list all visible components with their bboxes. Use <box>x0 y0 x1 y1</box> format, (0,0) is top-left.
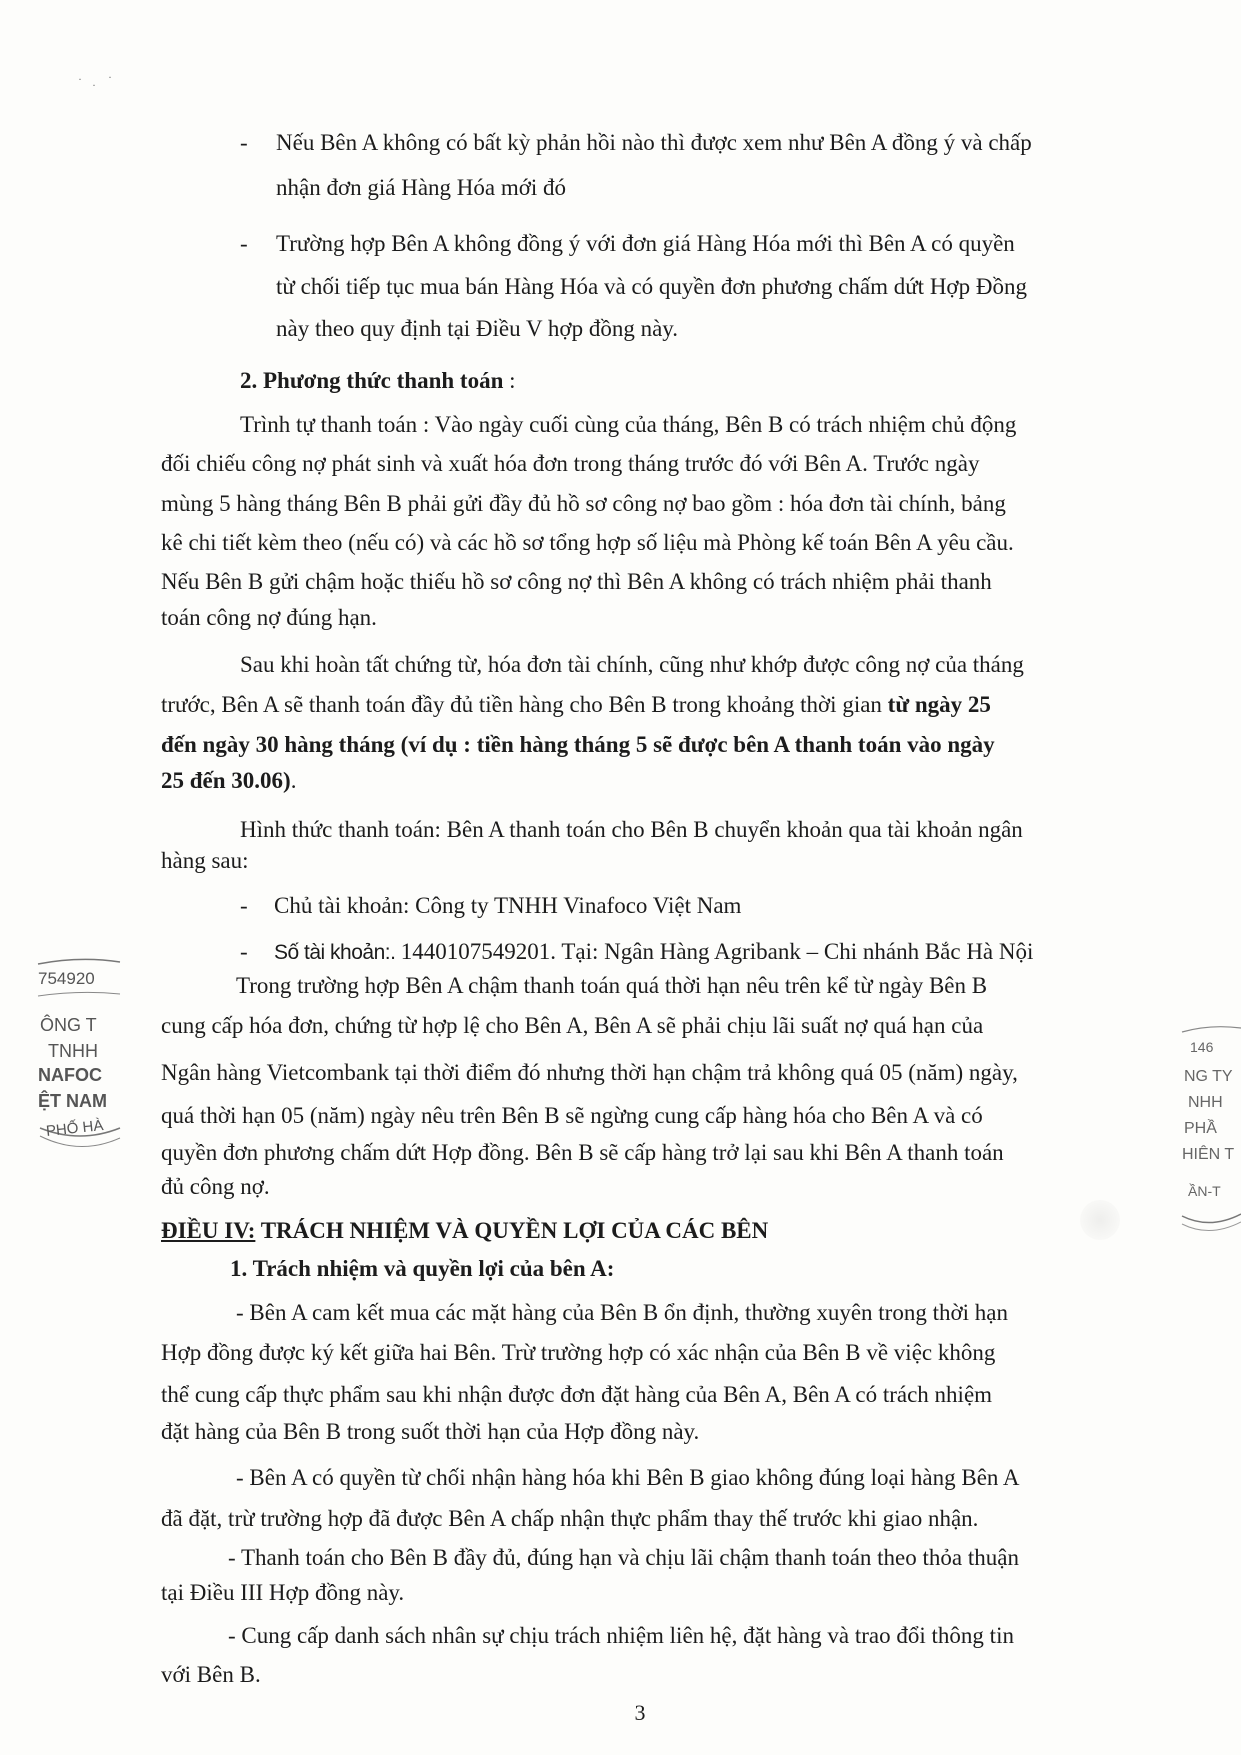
text-line: hàng sau: <box>161 848 249 873</box>
bullet-dash: - <box>240 231 248 256</box>
account-holder: Chủ tài khoản: Công ty TNHH Vinafoco Việt Nam <box>274 893 742 918</box>
seal-stamp-right <box>1180 1020 1241 1240</box>
text-line: toán công nợ đúng hạn. <box>161 605 377 630</box>
seal-stamp-left <box>34 958 126 1163</box>
article-title: TRÁCH NHIỆM VÀ QUYỀN LỢI CỦA CÁC BÊN <box>255 1218 769 1243</box>
text-line: thể cung cấp thực phẩm sau khi nhận được đơn đặt hàng của Bên A, Bên A có trách nhiệm <box>161 1382 993 1407</box>
text-line: - Cung cấp danh sách nhân sự chịu trách nhiệm liên hệ, đặt hàng và trao đổi thông tin <box>228 1623 1014 1648</box>
account-number-value: 1440107549201. Tại: Ngân Hàng Agribank – Chi nhánh Bắc Hà Nội <box>400 939 1034 964</box>
seal-text: PHỐ HÀ <box>45 1117 105 1140</box>
account-number-label: Số tài khoản:. <box>274 941 401 964</box>
text-line: Trong trường hợp Bên A chậm thanh toán quá thời hạn nêu trên kể từ ngày Bên B <box>236 973 988 998</box>
text-line-bold: đến ngày 30 hàng tháng (ví dụ : tiền hàng tháng 5 sẽ được bên A thanh toán vào ngày <box>161 732 995 757</box>
text-line <box>161 690 991 720</box>
article-heading <box>161 1216 768 1246</box>
text-line: Sau khi hoàn tất chứng từ, hóa đơn tài chính, cũng như khớp được công nợ của tháng <box>240 652 1024 677</box>
text-line: Hợp đồng được ký kết giữa hai Bên. Trừ trường hợp có xác nhận của Bên B về việc không <box>161 1340 996 1365</box>
seal-text: NG TY <box>1184 1068 1233 1085</box>
seal-text: 754920 <box>38 969 95 988</box>
text-run: trước, Bên A sẽ thanh toán đầy đủ tiền hàng cho Bên B trong khoảng thời gian <box>161 692 888 717</box>
bullet-dash: - <box>240 939 248 964</box>
scan-speck: · <box>78 72 82 86</box>
seal-text: NHH <box>1188 1094 1223 1111</box>
text-line: từ chối tiếp tục mua bán Hàng Hóa và có quyền đơn phương chấm dứt Hợp Đồng <box>276 274 1027 299</box>
text-line: cung cấp hóa đơn, chứng từ hợp lệ cho Bên A, Bên A sẽ phải chịu lãi suất nợ quá hạn của <box>161 1013 984 1038</box>
page-number: 3 <box>634 1700 646 1725</box>
bullet-dash: - <box>240 893 248 918</box>
subsection-heading: 1. Trách nhiệm và quyền lợi của bên A: <box>230 1256 615 1281</box>
text-line: nhận đơn giá Hàng Hóa mới đó <box>276 175 567 200</box>
text-line: - Bên A cam kết mua các mặt hàng của Bên B ổn định, thường xuyên trong thời hạn <box>236 1300 1008 1325</box>
text-line: quá thời hạn 05 (năm) ngày nêu trên Bên B sẽ ngừng cung cấp hàng hóa cho Bên A và có <box>161 1103 983 1128</box>
text-line: với Bên B. <box>161 1662 261 1687</box>
scan-speck: · <box>108 70 112 84</box>
text-line: đối chiếu công nợ phát sinh và xuất hóa đơn trong tháng trước đó với Bên A. Trước ngày <box>161 451 980 476</box>
text-line: kê chi tiết kèm theo (nếu có) và các hồ sơ tổng hợp số liệu mà Phòng kế toán Bên A yêu cầu. <box>161 530 1014 555</box>
seal-text: ÔNG T <box>40 1015 97 1035</box>
text-line: Hình thức thanh toán: Bên A thanh toán cho Bên B chuyển khoản qua tài khoản ngân <box>240 817 1023 842</box>
text-line <box>161 766 296 796</box>
text-line: đặt hàng của Bên B trong suốt thời hạn của Hợp đồng này. <box>161 1419 700 1444</box>
text-line: quyền đơn phương chấm dứt Hợp đồng. Bên B sẽ cấp hàng trở lại sau khi Bên A thanh toán <box>161 1140 1004 1165</box>
text-run-bold: từ ngày 25 <box>887 692 991 717</box>
seal-text: NAFOC <box>38 1065 102 1085</box>
scan-speck: · <box>92 78 96 92</box>
seal-text: 146 <box>1190 1039 1214 1055</box>
text-run: . <box>290 768 297 793</box>
text-run-bold: 25 đến 30.06) <box>161 768 291 793</box>
text-line: Trường hợp Bên A không đồng ý với đơn giá Hàng Hóa mới thì Bên A có quyền <box>276 231 1015 256</box>
section-heading-text: 2. Phương thức thanh toán <box>240 368 504 393</box>
text-line: Nếu Bên A không có bất kỳ phản hồi nào thì được xem như Bên A đồng ý và chấp <box>276 130 1032 155</box>
text-line: - Thanh toán cho Bên B đầy đủ, đúng hạn và chịu lãi chậm thanh toán theo thỏa thuận <box>228 1545 1019 1570</box>
bullet-dash: - <box>240 130 248 155</box>
scan-smudge <box>1080 1200 1120 1240</box>
text-line: này theo quy định tại Điều V hợp đồng này. <box>276 316 679 341</box>
text-line: - Bên A có quyền từ chối nhận hàng hóa khi Bên B giao không đúng loại hàng Bên A <box>236 1465 1020 1490</box>
text-line: mùng 5 hàng tháng Bên B phải gửi đầy đủ hồ sơ công nợ bao gồm : hóa đơn tài chính, bảng <box>161 491 1006 516</box>
section-heading-tail: : <box>503 368 516 393</box>
seal-text: HIÊN T <box>1182 1146 1235 1163</box>
seal-text: TNHH <box>48 1041 98 1061</box>
section-heading <box>240 366 516 396</box>
text-line: đã đặt, trừ trường hợp đã được Bên A chấp nhận thực phẩm thay thế trước khi giao nhận. <box>161 1506 979 1531</box>
text-line: Ngân hàng Vietcombank tại thời điểm đó nhưng thời hạn chậm trả không quá 05 (năm) ngày, <box>161 1060 1018 1085</box>
text-line: đủ công nợ. <box>161 1174 270 1199</box>
text-line: tại Điều III Hợp đồng này. <box>161 1580 405 1605</box>
seal-text: PHẦ <box>1184 1120 1217 1137</box>
seal-text: ẦN-T <box>1188 1183 1221 1199</box>
seal-text: ỆT NAM <box>38 1091 107 1111</box>
text-line: Nếu Bên B gửi chậm hoặc thiếu hồ sơ công nợ thì Bên A không có trách nhiệm phải thanh <box>161 569 992 594</box>
article-label: ĐIỀU IV: <box>161 1218 256 1243</box>
text-line: Trình tự thanh toán : Vào ngày cuối cùng của tháng, Bên B có trách nhiệm chủ động <box>240 412 1017 437</box>
account-number <box>274 937 1033 968</box>
